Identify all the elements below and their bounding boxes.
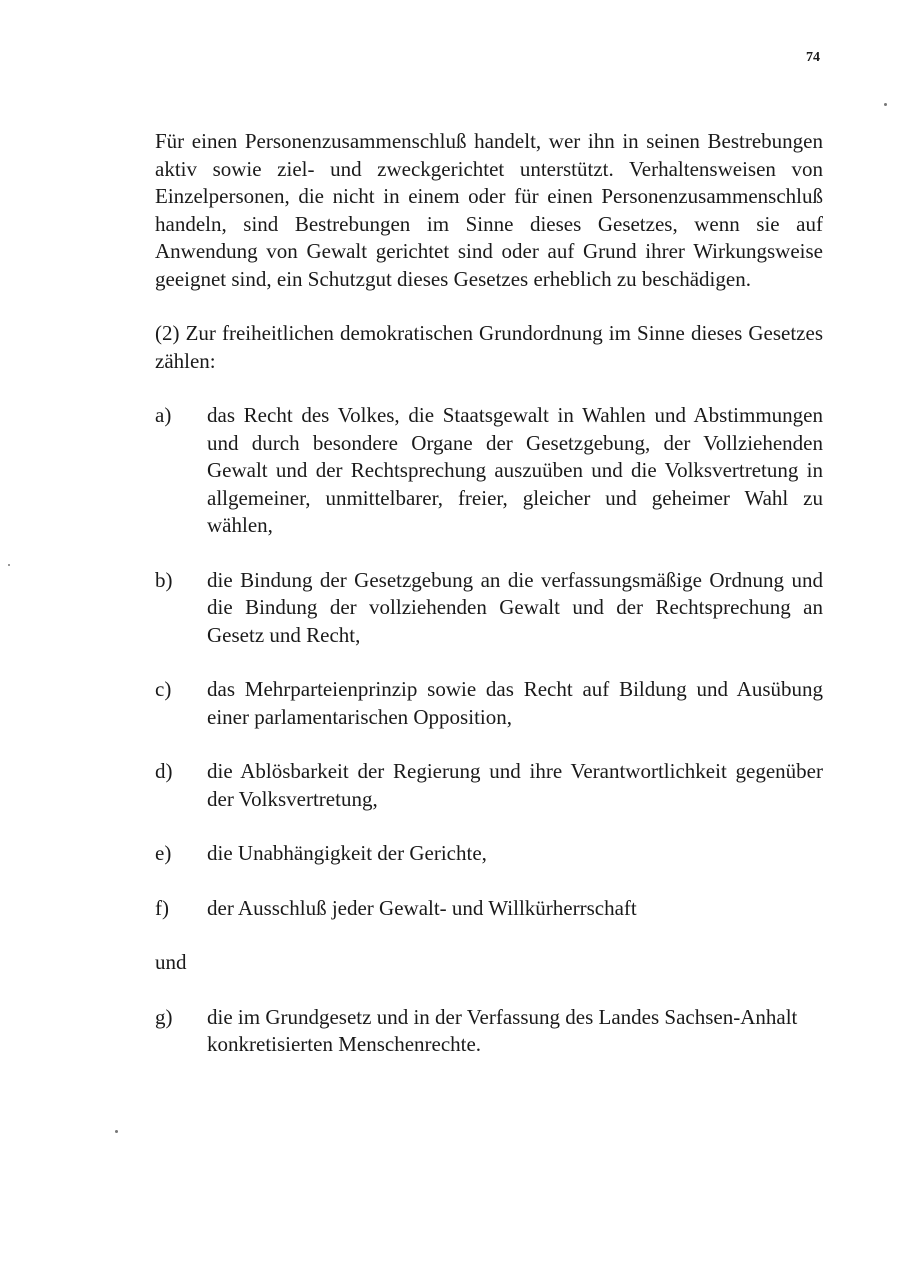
list-item-d — [155, 758, 823, 813]
list-item-label: e) — [155, 841, 172, 865]
section-2-paragraph: (2) Zur freiheitlichen demokratischen Grundordnung im Sinne dieses Gesetzes zählen: — [155, 321, 823, 373]
list-item-text: die Ablösbarkeit der Regierung und ihre Verantwortlichkeit gegenüber der Volksvertretung, — [207, 759, 823, 811]
list-item-text: die Unabhängigkeit der Gerichte, — [207, 841, 487, 865]
list-item-label: f) — [155, 895, 169, 920]
list-item-label: a) — [155, 403, 172, 427]
scan-speck — [8, 564, 10, 566]
document-body — [155, 128, 823, 1086]
list-item-label: g) — [155, 1004, 173, 1029]
list-item-label: b) — [155, 567, 173, 592]
intro-paragraph: Für einen Personenzusammenschluß handelt, wer ihn in seinen Bestrebungen aktiv sowie ziel- und zweckgerichtet unterstützt. Verhaltensweisen von Einzelpersonen, die nicht in einem oder für einen Personenzusammenschluß handeln, sind Bestrebungen im Sinne dieses Gesetzes, wenn sie auf Anwendung von Gewalt gerichtet sind oder auf Grund ihrer Wirkungsweise geeignet sind, ein Schutzgut dieses Gesetzes erheblich zu beschädigen. — [155, 129, 823, 291]
conjunction-text: und — [155, 950, 187, 974]
scan-speck — [115, 1130, 118, 1133]
list-item-g — [155, 1004, 823, 1059]
list-item-c — [155, 676, 823, 731]
list-item-text: das Mehrparteienprinzip sowie das Recht auf Bildung und Ausübung einer parlamentarischen Opposition, — [207, 677, 823, 729]
list-item-label: c) — [155, 677, 172, 701]
list-item-f — [155, 895, 823, 923]
list-item-text: das Recht des Volkes, die Staatsgewalt in Wahlen und Abstimmungen und durch besondere Organe der Gesetzgebung, der Vollziehenden Gewalt und der Rechtsprechung auszuüben und die Volksvertretung in allgemeiner, unmittelbarer, freier, gleicher und geheimer Wahl zu wählen, — [207, 403, 823, 537]
page-number: 74 — [806, 50, 820, 65]
list-item-text: die im Grundgesetz und in der Verfassung des Landes Sachsen-Anhalt konkretisierten Menschenrechte. — [207, 1004, 798, 1056]
list-item-label: d) — [155, 759, 173, 783]
list-item-text: der Ausschluß jeder Gewalt- und Willkürherrschaft — [207, 895, 637, 920]
list-item-text: die Bindung der Gesetzgebung an die verfassungsmäßige Ordnung und die Bindung der vollziehenden Gewalt und der Rechtsprechung an Gesetz und Recht, — [207, 567, 823, 647]
list-item-a — [155, 402, 823, 540]
list-item-e — [155, 840, 823, 868]
scan-speck — [884, 103, 887, 106]
list-item-b — [155, 567, 823, 650]
